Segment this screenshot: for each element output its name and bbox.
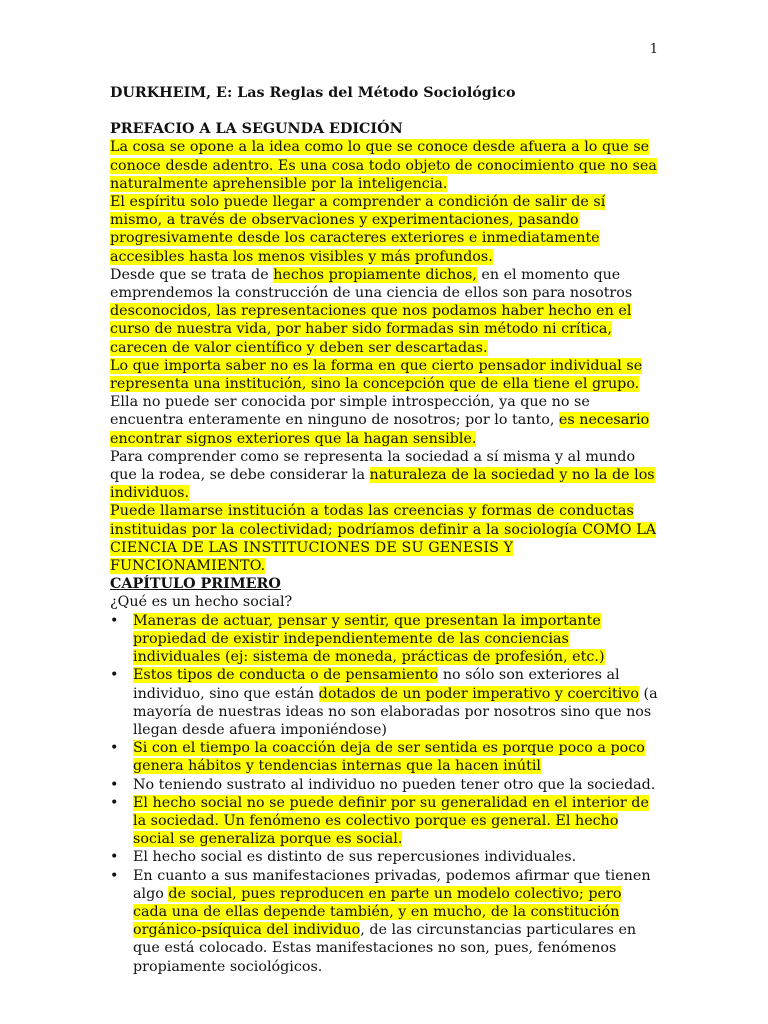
preface-paragraph-5 (110, 448, 660, 503)
body-text: Desde que se trata de (110, 266, 274, 283)
bullet-icon: • (110, 740, 119, 757)
list-item (110, 794, 660, 849)
page-number: 1 (649, 42, 658, 57)
body-text: No teniendo sustrato al individuo no pueden tener otro que la sociedad. (133, 776, 656, 793)
bullet-icon: • (110, 794, 119, 811)
highlighted-text: hechos propiamente dichos, (273, 266, 477, 283)
body-text: El hecho social es distinto de sus repercusiones individuales. (133, 849, 577, 866)
preface-paragraph-2 (110, 193, 660, 266)
body-text: , de las circunstancias particulares en que está colocado. Estas manifestaciones no son, pues, fenómenos propiamente sociológicos. (133, 922, 637, 975)
preface-paragraph-3 (110, 266, 660, 357)
highlighted-text: Puede llamarse institución a todas las creencias y formas de conductas instituidas por la colectividad; podríamos definir a la sociología COMO LA CIENCIA DE LAS INSTITUCIONES DE SU GENESIS Y FUNCIONAMIENTO. (110, 503, 657, 575)
body-text: en el momento que emprendemos la construcción de una ciencia de ellos son para nosotros (110, 266, 633, 302)
bullet-icon: • (110, 867, 119, 884)
preface-paragraph-6 (110, 502, 660, 575)
list-item (110, 666, 660, 739)
preface-paragraph-4 (110, 357, 660, 448)
highlighted-text: de social, pues reproducen en parte un modelo colectivo; pero cada una de ellas depende también, y en mucho, de la constitución orgánico-psíquica del individuo (133, 885, 622, 939)
list-item (110, 867, 660, 976)
highlighted-text: dotados de un poder imperativo y coercitivo (318, 685, 639, 702)
bullet-list (110, 612, 660, 976)
body-text: Para comprender como se representa la sociedad a sí misma y al mundo que la rodea, se debe considerar la (110, 448, 636, 484)
list-item (110, 848, 660, 866)
body-text: (a mayoría de nuestras ideas no son elaboradas por nosotros sino que nos llegan desde afuera imponiéndose) (133, 685, 658, 738)
list-item (110, 612, 660, 667)
document-body (110, 84, 660, 976)
bullet-icon: • (110, 612, 119, 629)
list-item (110, 776, 660, 794)
document-title: DURKHEIM, E: Las Reglas del Método Sociológico (110, 85, 516, 101)
chapter-question: ¿Qué es un hecho social? (110, 594, 293, 611)
highlighted-text: Maneras de actuar, pensar y sentir, que presentan la importante propiedad de existir independientemente de las conciencias individuales (ej: sistema de moneda, prácticas de profesión, etc.) (133, 612, 605, 666)
bullet-icon: • (110, 776, 119, 793)
preface-paragraph-1 (110, 138, 660, 193)
highlighted-text: naturaleza de la sociedad y no la de los individuos. (110, 467, 655, 502)
bullet-icon: • (110, 849, 119, 866)
highlighted-text: Si con el tiempo la coacción deja de ser sentida es porque poco a poco genera hábitos y tendencias internas que la hacen inútil (133, 740, 645, 775)
body-text: no sólo son exteriores al individuo, sino que están (133, 667, 620, 702)
chapter-heading: CAPÍTULO PRIMERO (110, 576, 281, 593)
highlighted-text: El espíritu solo puede llegar a comprender a condición de salir de sí mismo, a través de observaciones y experimentaciones, pasando progresivamente desde los caracteres exteriores e inmediatamente accesibles hasta los menos visibles y más profundos. (110, 194, 606, 265)
highlighted-text: Estos tipos de conducta o de pensamiento (133, 667, 439, 684)
list-item (110, 739, 660, 775)
highlighted-text: Lo que importa saber no es la forma en que cierto pensador individual se representa una institución, sino la concepción que de ella tiene el grupo. (110, 357, 643, 393)
bullet-icon: • (110, 667, 119, 684)
highlighted-text: La cosa se opone a la idea como lo que se conoce desde afuera a lo que se conoce desde adentro. Es una cosa todo objeto de conocimiento que no sea naturalmente aprehensible por la inteligencia. (110, 139, 657, 192)
highlighted-text: es necesario encontrar signos exteriores que la hagan sensible. (110, 412, 650, 447)
highlighted-text: El hecho social no se puede definir por su generalidad en el interior de la sociedad. Un fenómeno es colectivo porque es general. El hecho social se generaliza porque es social. (133, 794, 649, 848)
preface-heading: PREFACIO A LA SEGUNDA EDICIÓN (110, 121, 403, 138)
highlighted-text: desconocidos, las representaciones que nos podamos haber hecho en el curso de nuestra vida, por haber sido formadas sin método ni crítica, carecen de valor científico y deben ser descartadas. (110, 303, 632, 356)
body-text: Ella no puede ser conocida por simple introspección, ya que no se encuentra enteramente en ninguno de nosotros; por lo tanto, (110, 394, 590, 429)
body-text: En cuanto a sus manifestaciones privadas, podemos afirmar que tienen algo (133, 867, 651, 902)
